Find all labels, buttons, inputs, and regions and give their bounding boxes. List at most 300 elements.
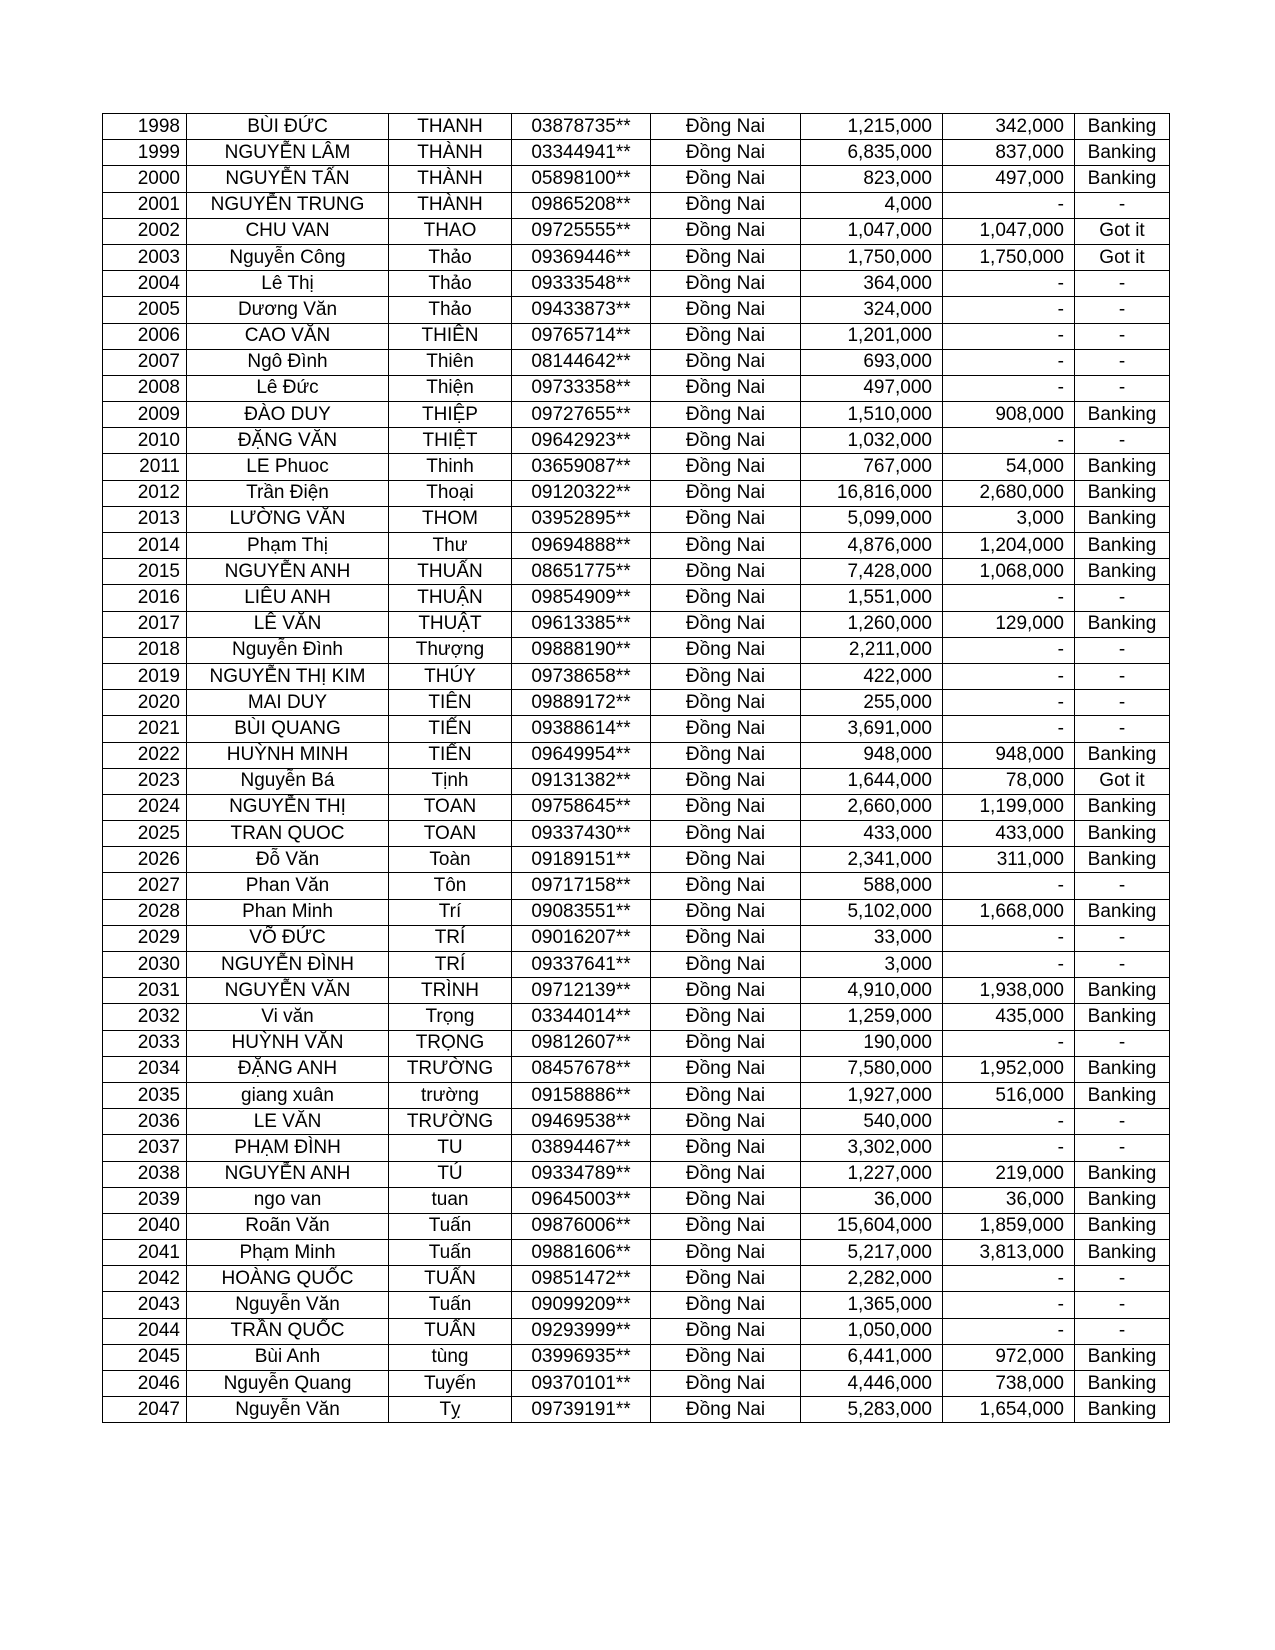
phone-cell: 09889172** <box>512 690 651 716</box>
row-number-cell: 2034 <box>103 1056 187 1082</box>
first-name-cell: HUỲNH MINH <box>187 742 389 768</box>
row-number-cell: 2011 <box>103 454 187 480</box>
phone-cell: 09645003** <box>512 1187 651 1213</box>
paid-cell: 1,654,000 <box>943 1397 1075 1423</box>
last-name-cell: THÀNH <box>389 140 512 166</box>
last-name-cell: Trọng <box>389 1004 512 1030</box>
amount-cell: 16,816,000 <box>801 480 943 506</box>
row-number-cell: 2002 <box>103 218 187 244</box>
status-cell: - <box>1075 1266 1170 1292</box>
province-cell: Đồng Nai <box>651 585 801 611</box>
phone-cell: 03996935** <box>512 1344 651 1370</box>
paid-cell: 1,047,000 <box>943 218 1075 244</box>
amount-cell: 1,050,000 <box>801 1318 943 1344</box>
row-number-cell: 2037 <box>103 1135 187 1161</box>
amount-cell: 1,365,000 <box>801 1292 943 1318</box>
status-cell: - <box>1075 1318 1170 1344</box>
phone-cell: 09433873** <box>512 297 651 323</box>
amount-cell: 1,215,000 <box>801 114 943 140</box>
amount-cell: 1,644,000 <box>801 768 943 794</box>
table-row <box>103 218 1170 244</box>
phone-cell: 09099209** <box>512 1292 651 1318</box>
amount-cell: 7,428,000 <box>801 559 943 585</box>
first-name-cell: Đỗ Văn <box>187 847 389 873</box>
amount-cell: 5,102,000 <box>801 899 943 925</box>
table-row <box>103 585 1170 611</box>
amount-cell: 2,341,000 <box>801 847 943 873</box>
first-name-cell: ngo van <box>187 1187 389 1213</box>
paid-cell: 36,000 <box>943 1187 1075 1213</box>
province-cell: Đồng Nai <box>651 1056 801 1082</box>
paid-cell: - <box>943 585 1075 611</box>
amount-cell: 2,282,000 <box>801 1266 943 1292</box>
status-cell: - <box>1075 1135 1170 1161</box>
status-cell: - <box>1075 637 1170 663</box>
paid-cell: - <box>943 952 1075 978</box>
table-row <box>103 166 1170 192</box>
paid-cell: - <box>943 349 1075 375</box>
province-cell: Đồng Nai <box>651 794 801 820</box>
paid-cell: - <box>943 873 1075 899</box>
row-number-cell: 2012 <box>103 480 187 506</box>
last-name-cell: THUẬT <box>389 611 512 637</box>
row-number-cell: 2028 <box>103 899 187 925</box>
paid-cell: 342,000 <box>943 114 1075 140</box>
table-row <box>103 1004 1170 1030</box>
province-cell: Đồng Nai <box>651 1030 801 1056</box>
last-name-cell: TRÍ <box>389 952 512 978</box>
status-cell: Banking <box>1075 1082 1170 1108</box>
row-number-cell: 2014 <box>103 533 187 559</box>
row-number-cell: 2008 <box>103 375 187 401</box>
province-cell: Đồng Nai <box>651 506 801 532</box>
amount-cell: 3,302,000 <box>801 1135 943 1161</box>
last-name-cell: TUẤN <box>389 1318 512 1344</box>
row-number-cell: 2018 <box>103 637 187 663</box>
province-cell: Đồng Nai <box>651 925 801 951</box>
table-row <box>103 349 1170 375</box>
status-cell: Banking <box>1075 454 1170 480</box>
phone-cell: 09694888** <box>512 533 651 559</box>
first-name-cell: PHẠM ĐÌNH <box>187 1135 389 1161</box>
status-cell: Banking <box>1075 794 1170 820</box>
last-name-cell: Trí <box>389 899 512 925</box>
paid-cell: 1,668,000 <box>943 899 1075 925</box>
province-cell: Đồng Nai <box>651 192 801 218</box>
paid-cell: - <box>943 428 1075 454</box>
status-cell: Banking <box>1075 1056 1170 1082</box>
table-row <box>103 480 1170 506</box>
paid-cell: 497,000 <box>943 166 1075 192</box>
paid-cell: - <box>943 192 1075 218</box>
paid-cell: 972,000 <box>943 1344 1075 1370</box>
amount-cell: 36,000 <box>801 1187 943 1213</box>
first-name-cell: Nguyễn Đình <box>187 637 389 663</box>
last-name-cell: Thư <box>389 533 512 559</box>
first-name-cell: Ngô Đình <box>187 349 389 375</box>
table-row <box>103 323 1170 349</box>
first-name-cell: Nguyễn Văn <box>187 1397 389 1423</box>
status-cell: Banking <box>1075 559 1170 585</box>
row-number-cell: 2027 <box>103 873 187 899</box>
first-name-cell: Vi văn <box>187 1004 389 1030</box>
row-number-cell: 2020 <box>103 690 187 716</box>
last-name-cell: TRÍ <box>389 925 512 951</box>
last-name-cell: THOM <box>389 506 512 532</box>
table-row <box>103 821 1170 847</box>
last-name-cell: Tuấn <box>389 1240 512 1266</box>
last-name-cell: TRÌNH <box>389 978 512 1004</box>
status-cell: Banking <box>1075 742 1170 768</box>
row-number-cell: 2005 <box>103 297 187 323</box>
province-cell: Đồng Nai <box>651 114 801 140</box>
paid-cell: 54,000 <box>943 454 1075 480</box>
row-number-cell: 2033 <box>103 1030 187 1056</box>
table-row <box>103 899 1170 925</box>
province-cell: Đồng Nai <box>651 716 801 742</box>
table-body <box>103 114 1170 1423</box>
province-cell: Đồng Nai <box>651 873 801 899</box>
province-cell: Đồng Nai <box>651 1397 801 1423</box>
phone-cell: 09131382** <box>512 768 651 794</box>
province-cell: Đồng Nai <box>651 1266 801 1292</box>
amount-cell: 2,660,000 <box>801 794 943 820</box>
row-number-cell: 2042 <box>103 1266 187 1292</box>
phone-cell: 09758645** <box>512 794 651 820</box>
amount-cell: 1,047,000 <box>801 218 943 244</box>
first-name-cell: NGUYỄN THỊ KIM <box>187 663 389 689</box>
paid-cell: - <box>943 1135 1075 1161</box>
last-name-cell: Tuấn <box>389 1213 512 1239</box>
province-cell: Đồng Nai <box>651 244 801 270</box>
row-number-cell: 2038 <box>103 1161 187 1187</box>
phone-cell: 09765714** <box>512 323 651 349</box>
last-name-cell: Tôn <box>389 873 512 899</box>
paid-cell: - <box>943 271 1075 297</box>
table-row <box>103 506 1170 532</box>
province-cell: Đồng Nai <box>651 454 801 480</box>
table-row <box>103 1161 1170 1187</box>
paid-cell: - <box>943 637 1075 663</box>
status-cell: - <box>1075 1109 1170 1135</box>
row-number-cell: 2024 <box>103 794 187 820</box>
status-cell: Banking <box>1075 847 1170 873</box>
table-row <box>103 1371 1170 1397</box>
paid-cell: 1,859,000 <box>943 1213 1075 1239</box>
paid-cell: 516,000 <box>943 1082 1075 1108</box>
status-cell: - <box>1075 192 1170 218</box>
row-number-cell: 2016 <box>103 585 187 611</box>
last-name-cell: Thảo <box>389 271 512 297</box>
row-number-cell: 2036 <box>103 1109 187 1135</box>
first-name-cell: Roãn Văn <box>187 1213 389 1239</box>
first-name-cell: Phan Văn <box>187 873 389 899</box>
first-name-cell: NGUYỄN TẤN <box>187 166 389 192</box>
paid-cell: - <box>943 1318 1075 1344</box>
last-name-cell: Thinh <box>389 454 512 480</box>
amount-cell: 540,000 <box>801 1109 943 1135</box>
province-cell: Đồng Nai <box>651 349 801 375</box>
province-cell: Đồng Nai <box>651 1135 801 1161</box>
first-name-cell: giang xuân <box>187 1082 389 1108</box>
data-table <box>102 113 1170 1423</box>
status-cell: Banking <box>1075 1240 1170 1266</box>
amount-cell: 15,604,000 <box>801 1213 943 1239</box>
phone-cell: 09369446** <box>512 244 651 270</box>
first-name-cell: TRAN QUOC <box>187 821 389 847</box>
amount-cell: 6,441,000 <box>801 1344 943 1370</box>
table-row <box>103 1318 1170 1344</box>
last-name-cell: Tuấn <box>389 1292 512 1318</box>
province-cell: Đồng Nai <box>651 821 801 847</box>
province-cell: Đồng Nai <box>651 533 801 559</box>
province-cell: Đồng Nai <box>651 637 801 663</box>
paid-cell: 78,000 <box>943 768 1075 794</box>
phone-cell: 03344941** <box>512 140 651 166</box>
first-name-cell: Nguyễn Công <box>187 244 389 270</box>
status-cell: - <box>1075 690 1170 716</box>
table-row <box>103 297 1170 323</box>
last-name-cell: Tịnh <box>389 768 512 794</box>
amount-cell: 4,910,000 <box>801 978 943 1004</box>
table-row <box>103 978 1170 1004</box>
amount-cell: 433,000 <box>801 821 943 847</box>
last-name-cell: Thoại <box>389 480 512 506</box>
table-row <box>103 1292 1170 1318</box>
row-number-cell: 2029 <box>103 925 187 951</box>
row-number-cell: 2013 <box>103 506 187 532</box>
province-cell: Đồng Nai <box>651 218 801 244</box>
phone-cell: 09370101** <box>512 1371 651 1397</box>
last-name-cell: Tỵ <box>389 1397 512 1423</box>
table-row <box>103 690 1170 716</box>
amount-cell: 7,580,000 <box>801 1056 943 1082</box>
table-row <box>103 1344 1170 1370</box>
amount-cell: 190,000 <box>801 1030 943 1056</box>
table-row <box>103 1135 1170 1161</box>
status-cell: Got it <box>1075 218 1170 244</box>
first-name-cell: BÙI ĐỨC <box>187 114 389 140</box>
phone-cell: 09854909** <box>512 585 651 611</box>
amount-cell: 1,227,000 <box>801 1161 943 1187</box>
phone-cell: 09189151** <box>512 847 651 873</box>
table-row <box>103 428 1170 454</box>
row-number-cell: 1999 <box>103 140 187 166</box>
province-cell: Đồng Nai <box>651 611 801 637</box>
last-name-cell: THANH <box>389 114 512 140</box>
row-number-cell: 2022 <box>103 742 187 768</box>
status-cell: - <box>1075 1030 1170 1056</box>
row-number-cell: 2025 <box>103 821 187 847</box>
amount-cell: 1,032,000 <box>801 428 943 454</box>
first-name-cell: LÊ VĂN <box>187 611 389 637</box>
amount-cell: 1,260,000 <box>801 611 943 637</box>
paid-cell: 433,000 <box>943 821 1075 847</box>
last-name-cell: TÚ <box>389 1161 512 1187</box>
status-cell: Banking <box>1075 1187 1170 1213</box>
status-cell: - <box>1075 925 1170 951</box>
paid-cell: - <box>943 323 1075 349</box>
status-cell: Banking <box>1075 114 1170 140</box>
status-cell: Banking <box>1075 506 1170 532</box>
last-name-cell: TRƯỜNG <box>389 1109 512 1135</box>
amount-cell: 2,211,000 <box>801 637 943 663</box>
table-row <box>103 1109 1170 1135</box>
first-name-cell: HOÀNG QUỐC <box>187 1266 389 1292</box>
first-name-cell: Phạm Minh <box>187 1240 389 1266</box>
last-name-cell: THÀNH <box>389 166 512 192</box>
first-name-cell: Lê Thị <box>187 271 389 297</box>
table-row <box>103 1056 1170 1082</box>
phone-cell: 03344014** <box>512 1004 651 1030</box>
table-row <box>103 1213 1170 1239</box>
status-cell: Banking <box>1075 140 1170 166</box>
last-name-cell: THUẬN <box>389 585 512 611</box>
amount-cell: 4,446,000 <box>801 1371 943 1397</box>
table-row <box>103 1187 1170 1213</box>
amount-cell: 255,000 <box>801 690 943 716</box>
amount-cell: 6,835,000 <box>801 140 943 166</box>
province-cell: Đồng Nai <box>651 1187 801 1213</box>
first-name-cell: NGUYỄN VĂN <box>187 978 389 1004</box>
last-name-cell: Thảo <box>389 244 512 270</box>
province-cell: Đồng Nai <box>651 978 801 1004</box>
row-number-cell: 2019 <box>103 663 187 689</box>
phone-cell: 09649954** <box>512 742 651 768</box>
status-cell: Got it <box>1075 768 1170 794</box>
phone-cell: 09725555** <box>512 218 651 244</box>
row-number-cell: 2032 <box>103 1004 187 1030</box>
status-cell: Banking <box>1075 1371 1170 1397</box>
status-cell: Banking <box>1075 1004 1170 1030</box>
row-number-cell: 2039 <box>103 1187 187 1213</box>
table-row <box>103 1030 1170 1056</box>
first-name-cell: NGUYỄN LÂM <box>187 140 389 166</box>
paid-cell: 738,000 <box>943 1371 1075 1397</box>
last-name-cell: TIẾN <box>389 742 512 768</box>
province-cell: Đồng Nai <box>651 375 801 401</box>
first-name-cell: ĐÀO DUY <box>187 402 389 428</box>
province-cell: Đồng Nai <box>651 1082 801 1108</box>
row-number-cell: 2000 <box>103 166 187 192</box>
row-number-cell: 2009 <box>103 402 187 428</box>
province-cell: Đồng Nai <box>651 428 801 454</box>
status-cell: Banking <box>1075 166 1170 192</box>
status-cell: - <box>1075 323 1170 349</box>
phone-cell: 08457678** <box>512 1056 651 1082</box>
paid-cell: 908,000 <box>943 402 1075 428</box>
phone-cell: 09876006** <box>512 1213 651 1239</box>
paid-cell: 948,000 <box>943 742 1075 768</box>
first-name-cell: Phan Minh <box>187 899 389 925</box>
last-name-cell: THÚY <box>389 663 512 689</box>
paid-cell: - <box>943 1266 1075 1292</box>
row-number-cell: 2023 <box>103 768 187 794</box>
status-cell: - <box>1075 952 1170 978</box>
province-cell: Đồng Nai <box>651 480 801 506</box>
province-cell: Đồng Nai <box>651 166 801 192</box>
province-cell: Đồng Nai <box>651 1240 801 1266</box>
phone-cell: 05898100** <box>512 166 651 192</box>
phone-cell: 09293999** <box>512 1318 651 1344</box>
phone-cell: 09334789** <box>512 1161 651 1187</box>
last-name-cell: TOAN <box>389 821 512 847</box>
phone-cell: 09727655** <box>512 402 651 428</box>
paid-cell: 1,938,000 <box>943 978 1075 1004</box>
status-cell: - <box>1075 716 1170 742</box>
amount-cell: 588,000 <box>801 873 943 899</box>
amount-cell: 4,000 <box>801 192 943 218</box>
table-row <box>103 663 1170 689</box>
row-number-cell: 2040 <box>103 1213 187 1239</box>
status-cell: Banking <box>1075 978 1170 1004</box>
phone-cell: 03659087** <box>512 454 651 480</box>
last-name-cell: TRỌNG <box>389 1030 512 1056</box>
row-number-cell: 2006 <box>103 323 187 349</box>
status-cell: Got it <box>1075 244 1170 270</box>
phone-cell: 09337430** <box>512 821 651 847</box>
phone-cell: 08651775** <box>512 559 651 585</box>
first-name-cell: NGUYỄN ĐÌNH <box>187 952 389 978</box>
first-name-cell: ĐẶNG VĂN <box>187 428 389 454</box>
table-row <box>103 794 1170 820</box>
last-name-cell: THIỆP <box>389 402 512 428</box>
phone-cell: 09739191** <box>512 1397 651 1423</box>
last-name-cell: Thượng <box>389 637 512 663</box>
phone-cell: 09120322** <box>512 480 651 506</box>
row-number-cell: 2047 <box>103 1397 187 1423</box>
amount-cell: 1,927,000 <box>801 1082 943 1108</box>
phone-cell: 03894467** <box>512 1135 651 1161</box>
paid-cell: - <box>943 663 1075 689</box>
row-number-cell: 2001 <box>103 192 187 218</box>
phone-cell: 03878735** <box>512 114 651 140</box>
amount-cell: 497,000 <box>801 375 943 401</box>
paid-cell: - <box>943 1109 1075 1135</box>
table-row <box>103 402 1170 428</box>
status-cell: Banking <box>1075 480 1170 506</box>
table-row <box>103 559 1170 585</box>
status-cell: Banking <box>1075 1344 1170 1370</box>
last-name-cell: tuan <box>389 1187 512 1213</box>
province-cell: Đồng Nai <box>651 1318 801 1344</box>
province-cell: Đồng Nai <box>651 1292 801 1318</box>
first-name-cell: CHU VAN <box>187 218 389 244</box>
table-row <box>103 454 1170 480</box>
province-cell: Đồng Nai <box>651 1213 801 1239</box>
first-name-cell: NGUYỄN ANH <box>187 559 389 585</box>
status-cell: Banking <box>1075 899 1170 925</box>
table-row <box>103 271 1170 297</box>
province-cell: Đồng Nai <box>651 1109 801 1135</box>
table-row <box>103 244 1170 270</box>
last-name-cell: TUẤN <box>389 1266 512 1292</box>
phone-cell: 09158886** <box>512 1082 651 1108</box>
amount-cell: 3,000 <box>801 952 943 978</box>
last-name-cell: Toàn <box>389 847 512 873</box>
table-row <box>103 1266 1170 1292</box>
last-name-cell: TIÊN <box>389 690 512 716</box>
first-name-cell: NGUYỄN THỊ <box>187 794 389 820</box>
amount-cell: 1,750,000 <box>801 244 943 270</box>
row-number-cell: 2031 <box>103 978 187 1004</box>
status-cell: - <box>1075 297 1170 323</box>
last-name-cell: tùng <box>389 1344 512 1370</box>
row-number-cell: 2045 <box>103 1344 187 1370</box>
paid-cell: - <box>943 375 1075 401</box>
amount-cell: 3,691,000 <box>801 716 943 742</box>
phone-cell: 09469538** <box>512 1109 651 1135</box>
